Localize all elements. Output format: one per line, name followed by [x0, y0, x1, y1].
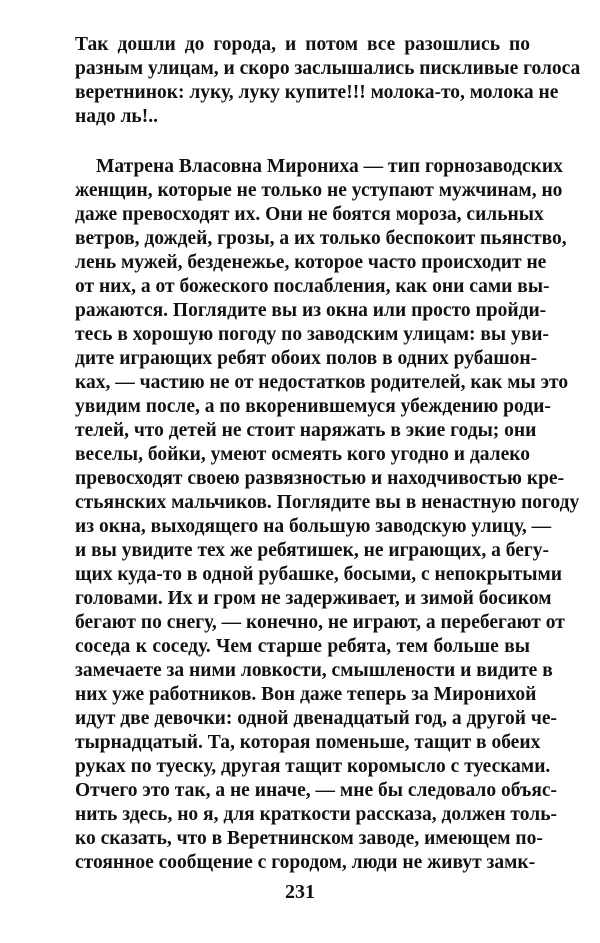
text-line: превосходят своею развязностью и находчивостью кре-	[75, 468, 565, 489]
text-line: идут две девочки: одной двенадцатый год, а другой че-	[75, 708, 558, 729]
text-line: телей, что детей не стоит наряжать в экие годы; они	[75, 420, 537, 441]
text-line: лень мужей, безденежье, которое часто происходит не	[75, 252, 547, 273]
text-line: них уже работников. Вон даже теперь за Миронихой	[75, 684, 537, 705]
text-line: веретнинок: луку, луку купите!!! молока-то, молока не	[75, 82, 559, 103]
text-line: ках, — частию не от недостатков родителей, как мы это	[75, 372, 569, 393]
text-line: ко сказать, что в Веретнинском заводе, имеющем по-	[75, 828, 543, 849]
text-line: щих куда-то в одной рубашке, босыми, с непокрытыми	[75, 564, 563, 585]
text-line: Так дошли до города, и потом все разошлись по	[75, 34, 530, 55]
text-line: замечаете за ними ловкости, смышлености и видите в	[75, 660, 553, 681]
text-line: Отчего это так, а не иначе, — мне бы следовало объяс-	[75, 780, 558, 801]
page-number: 231	[285, 881, 315, 903]
text-line: женщин, которые не только не уступают мужчинам, но	[75, 180, 563, 201]
text-line: ражаются. Поглядите вы из окна или просто пройди-	[75, 300, 547, 321]
text-line: головами. Их и гром не задерживает, и зимой босиком	[75, 588, 552, 609]
text-line: Матрена Власовна Мирониха — тип горнозаводских	[96, 156, 563, 177]
text-line: тырнадцатый. Та, которая поменьше, тащит в обеих	[75, 732, 541, 753]
text-line: нить здесь, но я, для краткости рассказа, должен толь-	[75, 804, 557, 825]
text-line: даже превосходят их. Они не боятся мороза, сильных	[75, 204, 544, 225]
text-line: тесь в хорошую погоду по заводским улицам: вы уви-	[75, 324, 549, 345]
text-line: и вы увидите тех же ребятишек, не играющих, а бегу-	[75, 540, 549, 561]
text-line: дите играющих ребят обоих полов в одних рубашон-	[75, 348, 538, 369]
text-line: бегают по снегу, — конечно, не играют, а перебегают от	[75, 612, 565, 633]
text-line: соседа к соседу. Чем старше ребята, тем больше вы	[75, 636, 530, 657]
text-line: стоянное сообщение с городом, люди не живут замк-	[75, 852, 536, 873]
text-line: веселы, бойки, умеют осмеять кого угодно и далеко	[75, 444, 530, 465]
text-line: разным улицам, и скоро заслышались пискливые голоса	[75, 58, 581, 79]
text-line: ветров, дождей, грозы, а их только беспокоит пьянство,	[75, 228, 567, 249]
text-line: надо ль!..	[75, 106, 158, 127]
text-line: из окна, выходящего на большую заводскую улицу, —	[75, 516, 552, 537]
text-line: стьянских мальчиков. Поглядите вы в ненастную погоду	[75, 492, 580, 513]
text-line: увидим после, а по вкоренившемуся убеждению роди-	[75, 396, 551, 417]
text-line: от них, а от божеского послабления, как они сами вы-	[75, 276, 550, 297]
text-line: руках по туеску, другая тащит коромысло с туесками.	[75, 756, 551, 777]
